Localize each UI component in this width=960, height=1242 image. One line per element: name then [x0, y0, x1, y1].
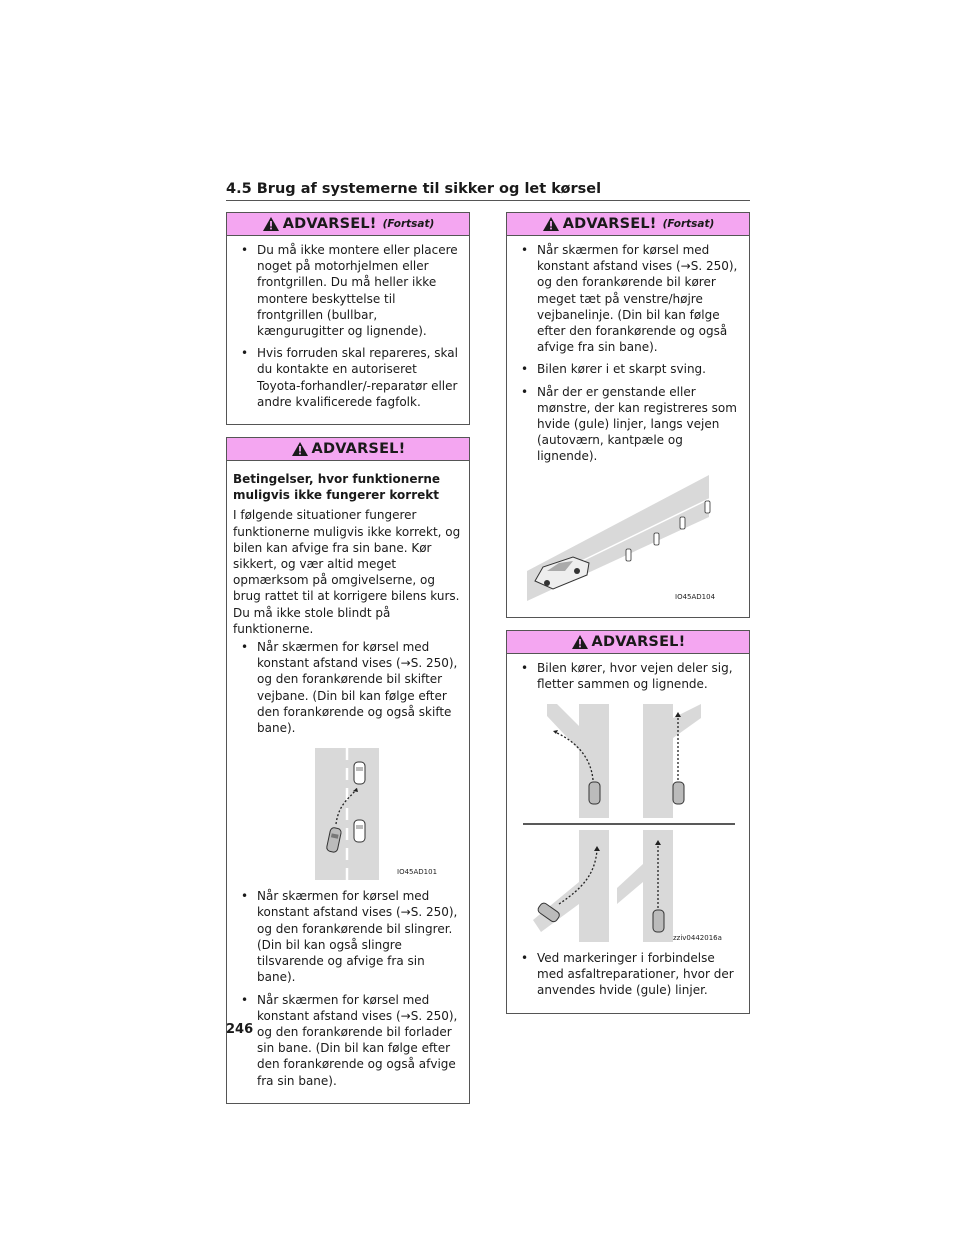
figure-lane-change	[233, 742, 463, 882]
warning-body	[507, 654, 749, 1013]
warning-title: ADVARSEL!	[311, 441, 406, 458]
car-icon	[653, 910, 664, 932]
warning-triangle-icon	[262, 216, 280, 232]
warning-title: ADVARSEL!	[591, 633, 686, 650]
bullet-item: • Når skærmen for kørsel med konstant afstand vises (→S. 250), og den forankørende bil slingrer. (Din bil kan også slingre tilsvarende og afvige fra sin bane).	[233, 888, 463, 985]
warning-header	[507, 213, 749, 236]
bullet-item: • Bilen kører i et skarpt sving.	[513, 361, 743, 377]
figure-caption: IO45AD101	[397, 868, 438, 877]
warning-triangle-icon	[571, 634, 589, 650]
warning-body	[227, 236, 469, 424]
warning-header	[507, 631, 749, 654]
guardrail-road-illustration	[513, 471, 745, 603]
warning-box-conditions	[226, 437, 470, 1104]
warning-title: ADVARSEL!	[282, 216, 377, 232]
warning-body	[507, 236, 749, 617]
bullet-item: • Når skærmen for kørsel med konstant afstand vises (→S. 250), og den forankørende bil kører meget tæt på venstre/højre vejbanelinje. (Din bil kan følge efter den forankørende og også afvige fra sin bane).	[513, 242, 743, 355]
page-number: 246	[226, 1022, 254, 1037]
car-icon	[589, 782, 600, 804]
warning-header	[227, 213, 469, 236]
figure-caption: IO45AD104	[675, 592, 716, 601]
right-column	[506, 212, 750, 1026]
bullet-item: • Du må ikke montere eller placere noget på motorhjelmen eller frontgrillen. Du må heller ikke montere beskyttelse til frontgrillen (bullbar, kængurugitter og lignende).	[233, 242, 463, 339]
bullet-item: • Når skærmen for kørsel med konstant afstand vises (→S. 250), og den forankørende bil forlader sin bane. (Din bil kan følge efter den forankørende og også afvige fra sin bane).	[233, 992, 463, 1089]
figure-guardrail-posts	[513, 471, 743, 603]
warning-triangle-icon	[542, 216, 560, 232]
warning-header	[227, 438, 469, 461]
section-header: 4.5 Brug af systemerne til sikker og let kørsel	[226, 180, 750, 201]
warning-subtitle: (Fortsat)	[662, 218, 715, 230]
car-icon	[354, 762, 365, 784]
car-icon	[535, 557, 589, 589]
car-icon	[354, 820, 365, 842]
bullet-item: • Når der er genstande eller mønstre, der kan registreres som hvide (gule) linjer, langs vejen (autoværn, kantpæle og lignende).	[513, 384, 743, 465]
left-column	[226, 212, 470, 1116]
bullet-item: • Når skærmen for kørsel med konstant afstand vises (→S. 250), og den forankørende bil skifter vejbane. (Din bil kan følge efter den forankørende og også skifte bane).	[233, 639, 463, 736]
warning-body	[227, 461, 469, 1103]
warning-triangle-icon	[291, 441, 309, 457]
warning-title: ADVARSEL!	[562, 216, 657, 232]
warning-box-continued	[226, 212, 470, 425]
lane-change-illustration	[233, 742, 465, 882]
road-split-illustration	[513, 698, 745, 944]
bullet-item: • Bilen kører, hvor vejen deler sig, fletter sammen og lignende.	[513, 660, 743, 692]
figure-road-split-merge	[513, 698, 743, 944]
bullet-item: • Hvis forruden skal repareres, skal du kontakte en autoriseret Toyota-forhandler/-reparatør eller andre kvalificerede fagfolk.	[233, 345, 463, 410]
conditions-heading: Betingelser, hvor funktionerne muligvis ikke fungerer korrekt	[233, 472, 441, 503]
bullet-item: • Ved markeringer i forbindelse med asfaltreparationer, hvor der anvendes hvide (gule) linjer.	[513, 950, 743, 999]
warning-box-continued	[506, 212, 750, 618]
figure-caption: zziv0442016a	[673, 934, 722, 943]
warning-box-road-split	[506, 630, 750, 1014]
car-icon	[673, 782, 684, 804]
conditions-intro: I følgende situationer fungerer funktionerne muligvis ikke korrekt, og bilen kan afvige fra sin bane. Kør sikkert, og vær altid meget opmærksom på omgivelserne, og brug rattet til at korrigere bilens kurs. Du må ikke stole blindt på funktionerne.	[233, 508, 461, 636]
warning-subtitle: (Fortsat)	[382, 218, 435, 230]
